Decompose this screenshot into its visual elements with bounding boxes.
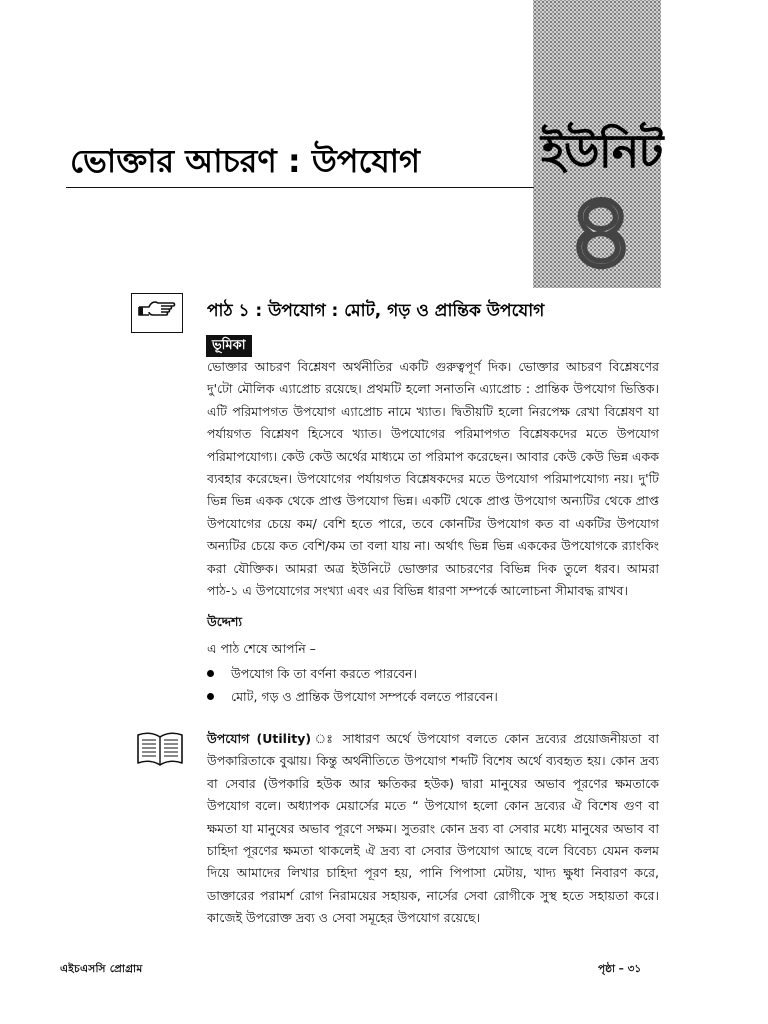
pointing-hand-icon bbox=[137, 298, 177, 328]
bullet-icon bbox=[207, 670, 214, 677]
chapter-title: ভোক্তার আচরণ : উপযোগ bbox=[70, 142, 421, 180]
intro-paragraph: ভোক্তার আচরণ বিশ্লেষণ অর্থনীতির একটি গুরুত্বপূর্ণ দিক। ভোক্তার আচরণ বিশ্লেষণের দু'টো মৌলিক এ্যাপ্রোচ রয়েছে। প্রথমটি হলো সনাতনি এ্যাপ্রোচ : প্রান্তিক উপযোগ ভিত্তিক। এটি পরিমাপগত উপযোগ এ্যাপ্রোচ নামে খ্যাত। দ্বিতীয়টি হলো নিরপেক্ষ রেখা বিশ্লেষণ যা পর্যায়গত বিশ্লেষণ হিসেবে খ্যাত। উপযোগের পরিমাপগত বিশ্লেষকদের মতে উপযোগ পরিমাপযোগ্য। কেউ কেউ অর্থের মাধ্যমে তা পরিমাপ করেছেন। আবার কেউ কেউ ভিন্ন একক ব্যবহার করেছেন। উপযোগের পর্যায়গত বিশ্লেষকদের মতে উপযোগ পরিমাপযোগ্য নয়। দু'টি ভিন্ন ভিন্ন একক থেকে প্রাপ্ত উপযোগ ভিন্ন। একটি থেকে প্রাপ্ত উপযোগ অন্যটির থেকে প্রাপ্ত উপযোগের চেয়ে কম/ বেশি হতে পারে, তবে কোনটির উপযোগ কত বা একটির উপযোগ অন্যটির চেয়ে কত বেশি/কম তা বলা যায় না। অর্থাৎ ভিন্ন ভিন্ন এককের উপযোগকে র‌্যাংকিং করা যৌক্তিক। আমরা অত্র ইউনিটে ভোক্তার আচরণের বিভিন্ন দিক তুলে ধরব। আমরা পাঠ-১ এ উপযোগের সংখ্যা এবং এর বিভিন্ন ধারণা সম্পর্কে আলোচনা সীমাবদ্ধ রাখব। bbox=[207, 359, 659, 599]
bullet-icon bbox=[207, 693, 214, 700]
lesson-title: পাঠ ১ : উপযোগ : মোট, গড় ও প্রান্তিক উপযোগ bbox=[207, 301, 545, 321]
objective-text: মোট, গড় ও প্রান্তিক উপযোগ সম্পর্কে বলতে পারবেন। bbox=[231, 689, 498, 704]
open-book-icon bbox=[136, 731, 184, 771]
list-item bbox=[207, 662, 498, 685]
objectives-list bbox=[207, 662, 498, 708]
objectives-intro: এ পাঠ শেষে আপনি – bbox=[207, 641, 316, 656]
chapter-divider bbox=[66, 187, 534, 188]
objectives-heading: উদ্দেশ্য bbox=[207, 614, 243, 629]
objective-text: উপযোগ কি তা বর্ণনা করতে পারবেন। bbox=[231, 666, 417, 681]
list-item bbox=[207, 685, 498, 708]
utility-paragraph bbox=[207, 728, 659, 930]
lesson-marker-box bbox=[131, 293, 183, 333]
unit-title: ইউনিট bbox=[541, 124, 663, 178]
utility-term: উপযোগ (Utility) bbox=[207, 731, 312, 746]
footer-page-number: পৃষ্ঠা – ৩১ bbox=[598, 963, 642, 975]
intro-label: ভূমিকা bbox=[206, 335, 252, 357]
footer-program: এইচএসসি প্রোগ্রাম bbox=[60, 963, 143, 975]
unit-number: ৪ bbox=[565, 169, 637, 294]
utility-text: ঃ সাধারণ অর্থে উপযোগ বলতে কোন দ্রব্যের প্রয়োজনীয়তা বা উপকারিতাকে বুঝায়। কিন্তু অর্থনীতিতে উপযোগ শব্দটি বিশেষ অর্থে ব্যবহৃত হয়। কোন দ্রব্য বা সেবার (উপকারি হউক আর ক্ষতিকর হউক) দ্বারা মানুষের অভাব পূরণের ক্ষমতাকে উপযোগ বলে। অধ্যাপক মেয়ার্সের মতে “ উপযোগ হলো কোন দ্রব্যের ঐ বিশেষ গুণ বা ক্ষমতা যা মানুষের অভাব পূরণে সক্ষম। সুতরাং কোন দ্রব্য বা সেবার মধ্যে মানুষের অভাব বা চাহিদা পূরণের ক্ষমতা থাকলেই ঐ দ্রব্য বা সেবার উপযোগ আছে বলে বিবেচ্য যেমন কলম দিয়ে আমাদের লিখার চাহিদা পূরণ হয়, পানি পিপাসা মেটায়, খাদ্য ক্ষুধা নিবারণ করে, ডাক্তারের পরামর্শ রোগ নিরাময়ের সহায়ক, নার্সের সেবা রোগীকে সুস্থ হতে সহায়তা করে। কাজেই উপরোক্ত দ্রব্য ও সেবা সমূহের উপযোগ রয়েছে। bbox=[207, 731, 659, 926]
